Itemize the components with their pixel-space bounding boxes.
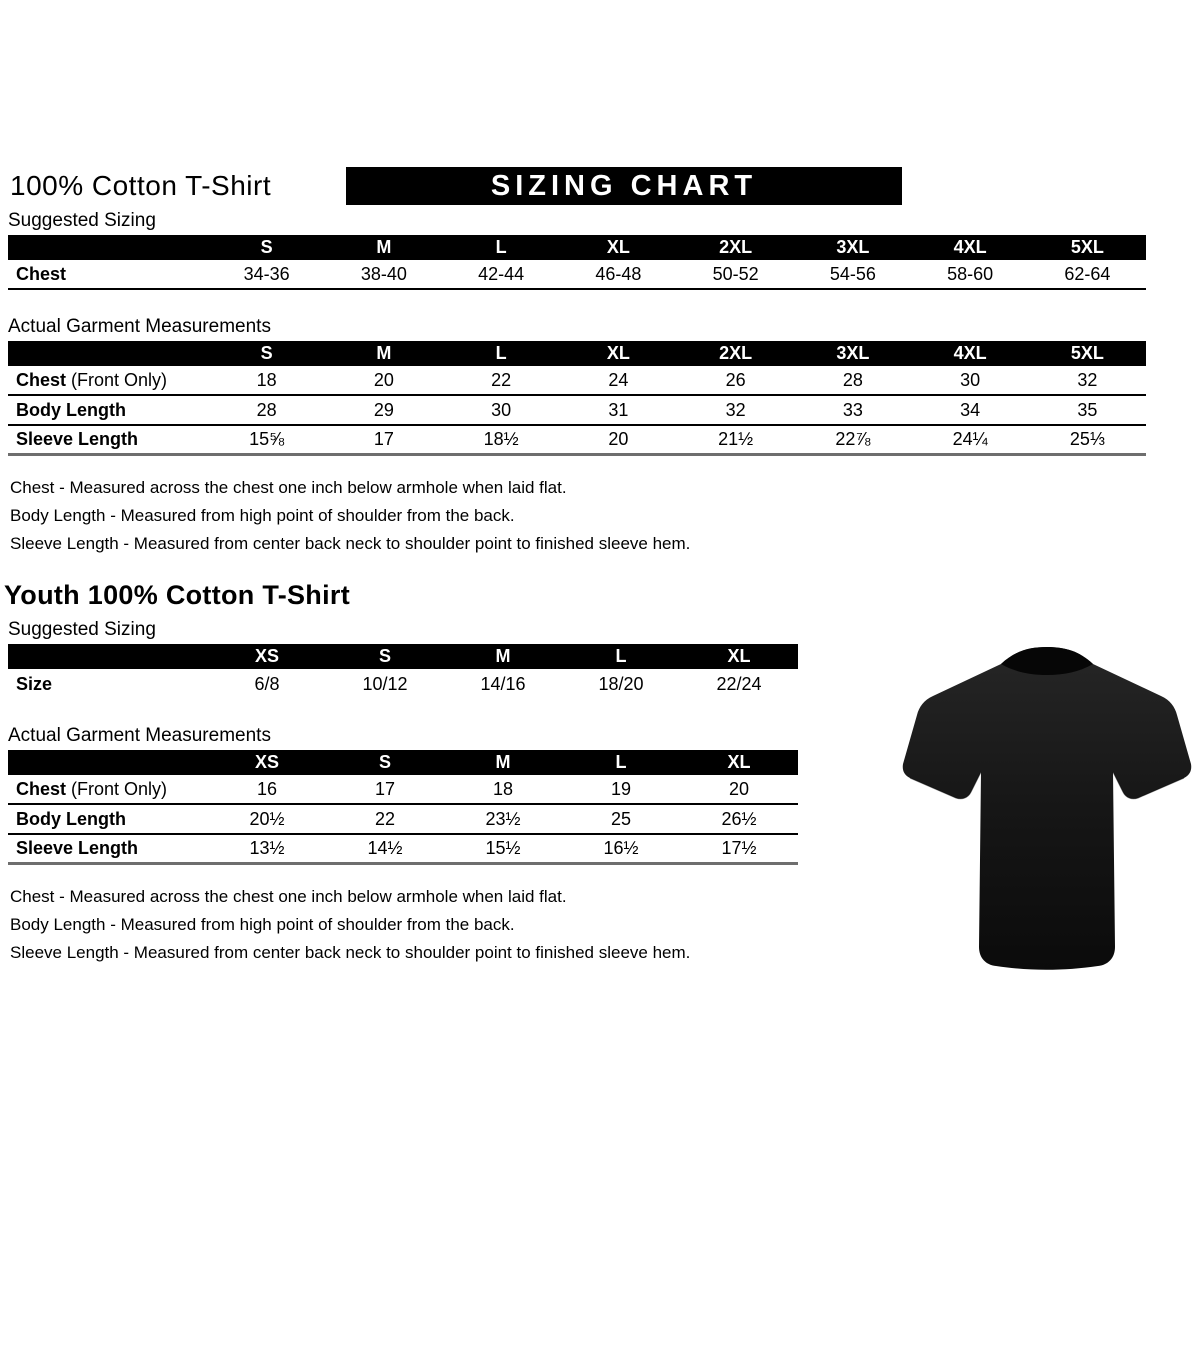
row-label-text: Body Length: [16, 808, 126, 829]
table-cell: 30: [491, 399, 512, 420]
sizing-chart-page: [0, 166, 1200, 1366]
table-cell: 26½: [721, 808, 757, 829]
table-cell: 22: [374, 808, 396, 829]
column-header: XL: [727, 646, 751, 666]
adult-actual-table: [8, 341, 1146, 456]
youth-actual-table: [8, 750, 798, 865]
note-body-length: Body Length - Measured from high point of shoulder from the back.: [10, 506, 515, 525]
adult-suggested-heading: Suggested Sizing: [8, 210, 156, 231]
row-label: [8, 838, 208, 859]
column-header: 3XL: [836, 237, 870, 257]
table-cell: 24¼: [952, 429, 988, 449]
table-row: [8, 669, 798, 699]
row-label-text: Size: [16, 673, 53, 694]
column-header: M: [376, 237, 392, 257]
row-label: [8, 674, 208, 695]
table-cell: 20½: [249, 808, 285, 829]
column-header: M: [495, 646, 511, 666]
table-cell: 35: [1077, 399, 1098, 420]
page-title: 100% Cotton T-Shirt: [10, 170, 272, 201]
column-header: L: [615, 752, 627, 772]
column-header: 5XL: [1070, 343, 1104, 363]
youth-actual-heading: Actual Garment Measurements: [8, 725, 271, 746]
adult-actual-section: [0, 316, 1200, 558]
table-cell: 31: [608, 399, 629, 420]
adult-actual-heading: Actual Garment Measurements: [8, 316, 271, 337]
sizing-chart-banner: SIZING CHART: [346, 167, 902, 205]
table-cell: 18/20: [598, 673, 644, 694]
table-row: [8, 396, 1146, 426]
youth-title: Youth 100% Cotton T-Shirt: [4, 580, 350, 610]
table-cell: 58-60: [947, 263, 994, 284]
column-header: 4XL: [953, 343, 987, 363]
column-header: 5XL: [1070, 237, 1104, 257]
table-cell: 33: [842, 399, 863, 420]
table-cell: 18: [256, 369, 277, 390]
table-cell: 42-44: [478, 263, 525, 284]
column-header: L: [495, 343, 507, 363]
table-cell: 15⅝: [249, 429, 285, 449]
column-header: M: [495, 752, 511, 772]
column-header: XS: [254, 646, 279, 666]
table-cell: 25⅓: [1069, 429, 1105, 449]
table-cell: 26: [725, 369, 746, 390]
table-header-row: [8, 341, 1146, 366]
table-cell: 6/8: [254, 673, 280, 694]
column-header: S: [378, 646, 391, 666]
table-row: [8, 366, 1146, 396]
note-sleeve-length: Sleeve Length - Measured from center back neck to shoulder point to finished sleeve hem.: [10, 534, 691, 553]
table-cell: 18: [492, 778, 514, 799]
table-cell: 38-40: [360, 263, 407, 284]
table-cell: 17½: [721, 838, 757, 858]
column-header: L: [495, 237, 507, 257]
row-label-suffix: (Front Only): [66, 778, 168, 799]
row-label-text: Chest: [16, 263, 67, 284]
column-header: S: [260, 343, 273, 363]
row-label: [8, 779, 208, 800]
row-label: [8, 370, 208, 391]
row-label-text: Chest: [16, 778, 67, 799]
note-sleeve-length: Sleeve Length - Measured from center back neck to shoulder point to finished sleeve hem.: [10, 943, 691, 962]
adult-suggested-section: [0, 210, 1200, 290]
youth-suggested-table: [8, 644, 798, 699]
table-cell: 22: [491, 369, 512, 390]
table-cell: 10/12: [362, 673, 408, 694]
table-cell: 17: [373, 429, 394, 449]
column-header: 2XL: [719, 237, 753, 257]
column-header: M: [376, 343, 392, 363]
column-header: XL: [727, 752, 751, 772]
table-cell: 16: [256, 778, 278, 799]
table-row: [8, 426, 1146, 456]
table-cell: 19: [610, 778, 632, 799]
row-label: [8, 264, 208, 285]
table-cell: 15½: [485, 838, 521, 858]
column-header: XL: [606, 343, 630, 363]
table-cell: 34-36: [243, 263, 290, 284]
table-cell: 21½: [718, 429, 754, 449]
adult-suggested-table: [8, 235, 1146, 290]
table-cell: 22⅞: [835, 429, 871, 449]
table-cell: 34: [960, 399, 981, 420]
table-cell: 13½: [249, 838, 285, 858]
table-row: [8, 775, 798, 805]
youth-suggested-heading: Suggested Sizing: [8, 619, 156, 640]
table-cell: 30: [960, 369, 981, 390]
column-header: XS: [254, 752, 279, 772]
table-row: [8, 805, 798, 835]
table-cell: 14/16: [480, 673, 526, 694]
table-cell: 25: [610, 808, 632, 829]
table-cell: 22/24: [716, 673, 762, 694]
page-header: [10, 166, 1200, 206]
column-header: S: [260, 237, 273, 257]
table-cell: 54-56: [829, 263, 876, 284]
table-cell: 28: [256, 399, 277, 420]
row-label-suffix: (Front Only): [66, 369, 168, 390]
adult-measurement-notes: [10, 474, 1200, 558]
row-label-text: Sleeve Length: [16, 838, 139, 858]
table-cell: 20: [373, 369, 394, 390]
table-cell: 32: [1077, 369, 1098, 390]
table-cell: 16½: [603, 838, 639, 858]
table-row: [8, 835, 798, 865]
table-cell: 23½: [485, 808, 521, 829]
table-cell: 62-64: [1064, 263, 1111, 284]
table-header-row: [8, 235, 1146, 260]
table-cell: 20: [728, 778, 750, 799]
row-label: [8, 429, 208, 450]
tshirt-image: [898, 644, 1196, 982]
table-cell: 32: [725, 399, 746, 420]
note-body-length: Body Length - Measured from high point of shoulder from the back.: [10, 915, 515, 934]
table-cell: 18½: [483, 429, 519, 449]
table-row: [8, 260, 1146, 290]
table-cell: 50-52: [712, 263, 759, 284]
table-cell: 46-48: [595, 263, 642, 284]
table-cell: 14½: [367, 838, 403, 858]
row-label-text: Sleeve Length: [16, 429, 139, 449]
table-cell: 28: [842, 369, 863, 390]
row-label: [8, 809, 208, 830]
table-cell: 20: [608, 429, 629, 449]
table-cell: 29: [373, 399, 394, 420]
column-header: 3XL: [836, 343, 870, 363]
table-cell: 24: [608, 369, 629, 390]
column-header: XL: [606, 237, 630, 257]
row-label-text: Chest: [16, 369, 67, 390]
row-label-text: Body Length: [16, 399, 126, 420]
column-header: 4XL: [953, 237, 987, 257]
row-label: [8, 400, 208, 421]
note-chest: Chest - Measured across the chest one inch below armhole when laid flat.: [10, 478, 567, 497]
note-chest: Chest - Measured across the chest one inch below armhole when laid flat.: [10, 887, 567, 906]
table-cell: 17: [374, 778, 396, 799]
table-header-row: [8, 644, 798, 669]
column-header: S: [378, 752, 391, 772]
table-header-row: [8, 750, 798, 775]
column-header: 2XL: [719, 343, 753, 363]
column-header: L: [615, 646, 627, 666]
